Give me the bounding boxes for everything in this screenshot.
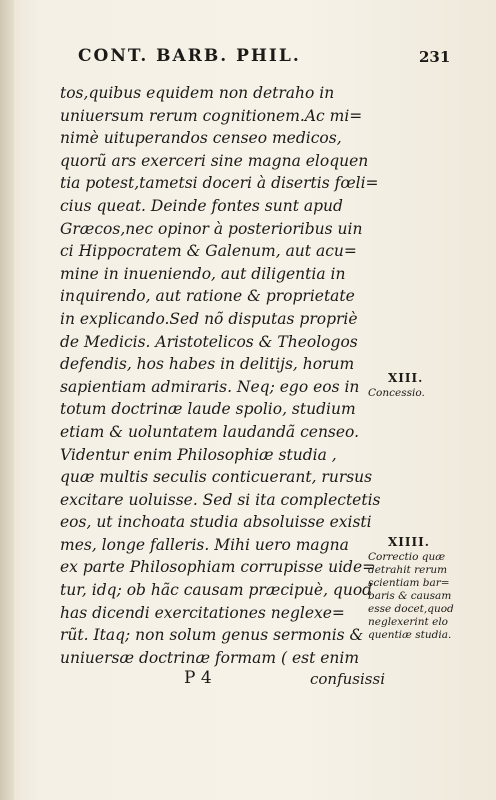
margin-note-line: detrahit rerum — [368, 564, 448, 576]
margin-note-number: XIII. — [388, 371, 424, 385]
catchword: confusissi — [310, 670, 385, 688]
text-line: tos,quibus equidem non detraho in — [60, 84, 335, 102]
text-line: ex parte Philosophiam corrupisse uide= — [60, 558, 376, 577]
text-line: in explicando.Sed nõ disputas propriè — [60, 309, 358, 328]
text-line: rũt. Itaq; non solum genus sermonis & — [60, 626, 364, 645]
text-line: mes, longe falleris. Mihi uero magna — [60, 535, 349, 554]
margin-note-line: neglexerint elo — [368, 616, 448, 628]
signature-mark: P 4 — [184, 668, 212, 688]
margin-note-correctio — [368, 536, 476, 642]
margin-note-line: Concessio. — [368, 387, 425, 399]
text-line: inquirendo, aut ratione & proprietate — [60, 287, 355, 306]
text-line: defendis, hos habes in delitijs, horum — [60, 355, 355, 374]
text-line: nimè uituperandos censeo medicos, — [60, 129, 342, 148]
margin-note-concessio — [368, 372, 476, 400]
text-line: totum doctrinæ laude spolio, studium — [60, 400, 356, 419]
text-line: quæ multis seculis conticuerant, rursus — [60, 468, 373, 487]
running-title: CONT. BARB. PHIL. — [78, 46, 301, 66]
body-text — [60, 82, 381, 669]
text-line: uniuersæ doctrinæ formam ( est enim — [60, 648, 360, 667]
text-line: uniuersum rerum cognitionem.Ac mi= — [60, 106, 363, 125]
text-line: quorũ ars exerceri sine magna eloquen — [60, 151, 369, 170]
text-line: Videntur enim Philosophiæ studia , — [60, 445, 337, 464]
text-line: sapientiam admiraris. Neq; ego eos in — [60, 377, 360, 396]
text-line: has dicendi exercitationes neglexe= — [60, 603, 345, 622]
text-line: Græcos,nec opinor à posterioribus uin — [60, 219, 363, 238]
margin-note-line: baris & causam — [368, 590, 452, 602]
text-line: ci Hippocratem & Galenum, aut acu= — [60, 242, 357, 261]
margin-note-line: scientiam bar= — [368, 577, 450, 589]
text-line: excitare uoluisse. Sed si ita complectetis — [60, 490, 381, 509]
text-line: tur, idq; ob hãc causam præcipuè, quod — [60, 581, 373, 600]
text-line: tia potest,tametsi doceri à disertis fœli= — [60, 174, 379, 193]
page-footer — [0, 668, 496, 692]
margin-note-line: esse docet,quod — [368, 603, 454, 615]
text-line: etiam & uoluntatem laudandã censeo. — [60, 422, 360, 441]
text-line: de Medicis. Aristotelicos & Theologos — [60, 332, 358, 351]
margin-note-number: XIIII. — [388, 535, 430, 549]
text-line: cius queat. Deinde fontes sunt apud — [60, 196, 343, 215]
text-line: eos, ut inchoata studia absoluisse existi — [60, 513, 372, 532]
text-line: mine in inueniendo, aut diligentia in — [60, 264, 346, 283]
margin-note-line: Correctio quæ — [368, 551, 446, 563]
page-number: 231 — [419, 48, 451, 66]
margin-note-line: quentiæ studia. — [368, 629, 452, 641]
